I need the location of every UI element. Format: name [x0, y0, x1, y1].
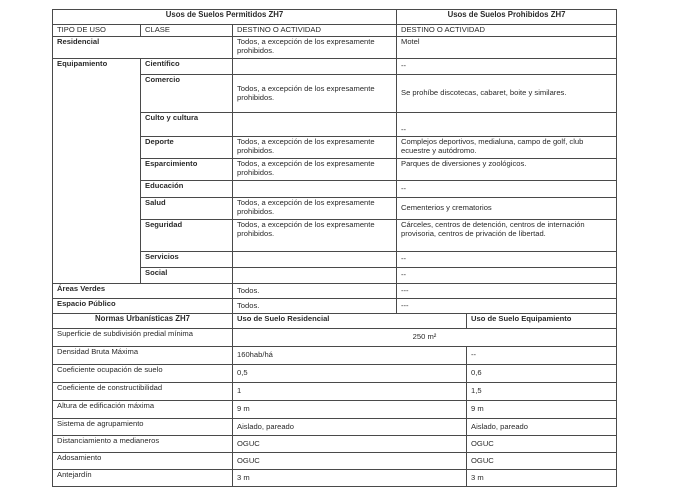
- norma-label: Distanciamiento a medianeros: [53, 436, 233, 453]
- espacio-publico-prohibido: ---: [397, 299, 617, 314]
- col-destino-prohibido-header: DESTINO O ACTIVIDAD: [397, 25, 617, 37]
- clase-esparcimiento: Esparcimiento: [141, 159, 233, 181]
- cientifico-prohibido: --: [397, 59, 617, 75]
- normas-urbanisticas-table: [52, 313, 617, 487]
- servicios-permitido: [233, 252, 397, 268]
- norma-label: Altura de edificación máxima: [53, 401, 233, 419]
- norma-label: Coeficiente de constructibilidad: [53, 383, 233, 401]
- norma-label: Coeficiente ocupación de suelo: [53, 365, 233, 383]
- norma-valor-equipamiento: OGUC: [467, 436, 617, 453]
- esparcimiento-permitido: Todos, a excepción de los expresamente prohibidos.: [233, 159, 397, 181]
- areas-verdes-prohibido: ---: [397, 284, 617, 299]
- clase-social: Social: [141, 268, 233, 284]
- clase-servicios: Servicios: [141, 252, 233, 268]
- esparcimiento-prohibido: Parques de diversiones y zoológicos.: [397, 159, 617, 181]
- norma-valor-equipamiento: Aislado, pareado: [467, 419, 617, 436]
- seguridad-prohibido: Cárceles, centros de detención, centros de internación provisoria, centros de privación de libertad.: [397, 220, 617, 252]
- norma-valor-residencial: 160hab/há: [233, 347, 467, 365]
- comercio-permitido: Todos, a excepción de los expresamente prohibidos.: [233, 75, 397, 113]
- norma-superficie-valor: 250 m²: [233, 329, 617, 347]
- areas-verdes-permitido: Todos.: [233, 284, 397, 299]
- zoning-document: [52, 9, 616, 487]
- col-clase-header: CLASE: [141, 25, 233, 37]
- col-uso-residencial-header: Uso de Suelo Residencial: [233, 314, 467, 329]
- salud-prohibido: Cementerios y crematorios: [397, 198, 617, 220]
- clase-culto-cultura: Culto y cultura: [141, 113, 233, 137]
- norma-label: Densidad Bruta Máxima: [53, 347, 233, 365]
- norma-valor-residencial: 1: [233, 383, 467, 401]
- deporte-prohibido: Complejos deportivos, medialuna, campo de golf, club ecuestre y autódromo.: [397, 137, 617, 159]
- salud-permitido: Todos, a excepción de los expresamente prohibidos.: [233, 198, 397, 220]
- deporte-permitido: Todos, a excepción de los expresamente prohibidos.: [233, 137, 397, 159]
- seguridad-permitido: Todos, a excepción de los expresamente prohibidos.: [233, 220, 397, 252]
- norma-label: Adosamiento: [53, 453, 233, 470]
- norma-label: Antejardín: [53, 470, 233, 487]
- norma-label: Sistema de agrupamiento: [53, 419, 233, 436]
- clase-salud: Salud: [141, 198, 233, 220]
- educacion-permitido: [233, 181, 397, 198]
- educacion-prohibido: --: [397, 181, 617, 198]
- col-destino-permitido-header: DESTINO O ACTIVIDAD: [233, 25, 397, 37]
- norma-valor-equipamiento: 3 m: [467, 470, 617, 487]
- uso-equipamiento: Equipamiento: [53, 59, 141, 284]
- comercio-prohibido: Se prohíbe discotecas, cabaret, boite y similares.: [397, 75, 617, 113]
- norma-superficie-label: Superficie de subdivisión predial mínima: [53, 329, 233, 347]
- social-permitido: [233, 268, 397, 284]
- uso-espacio-publico: Espacio Público: [53, 299, 233, 314]
- clase-cientifico: Científico: [141, 59, 233, 75]
- permitidos-title: Usos de Suelos Permitidos ZH7: [53, 10, 397, 25]
- norma-valor-equipamiento: 9 m: [467, 401, 617, 419]
- residencial-permitido: Todos, a excepción de los expresamente prohibidos.: [233, 37, 397, 59]
- uso-residencial: Residencial: [53, 37, 233, 59]
- norma-valor-equipamiento: --: [467, 347, 617, 365]
- norma-valor-residencial: 9 m: [233, 401, 467, 419]
- norma-valor-residencial: 3 m: [233, 470, 467, 487]
- norma-valor-residencial: OGUC: [233, 436, 467, 453]
- clase-deporte: Deporte: [141, 137, 233, 159]
- culto-permitido: [233, 113, 397, 137]
- norma-valor-equipamiento: 0,6: [467, 365, 617, 383]
- norma-valor-residencial: OGUC: [233, 453, 467, 470]
- norma-valor-equipamiento: 1,5: [467, 383, 617, 401]
- espacio-publico-permitido: Todos.: [233, 299, 397, 314]
- clase-comercio: Comercio: [141, 75, 233, 113]
- prohibidos-title: Usos de Suelos Prohibidos ZH7: [397, 10, 617, 25]
- uso-areas-verdes: Áreas Verdes: [53, 284, 233, 299]
- culto-prohibido: --: [397, 113, 617, 137]
- norma-valor-residencial: 0,5: [233, 365, 467, 383]
- social-prohibido: --: [397, 268, 617, 284]
- norma-valor-equipamiento: OGUC: [467, 453, 617, 470]
- col-uso-equipamiento-header: Uso de Suelo Equipamiento: [467, 314, 617, 329]
- normas-title: Normas Urbanísticas ZH7: [53, 314, 233, 329]
- clase-seguridad: Seguridad: [141, 220, 233, 252]
- servicios-prohibido: --: [397, 252, 617, 268]
- residencial-prohibido: Motel: [397, 37, 617, 59]
- usos-suelo-table: [52, 9, 617, 314]
- norma-valor-residencial: Aislado, pareado: [233, 419, 467, 436]
- cientifico-permitido: [233, 59, 397, 75]
- col-tipo-header: TIPO DE USO: [53, 25, 141, 37]
- clase-educacion: Educación: [141, 181, 233, 198]
